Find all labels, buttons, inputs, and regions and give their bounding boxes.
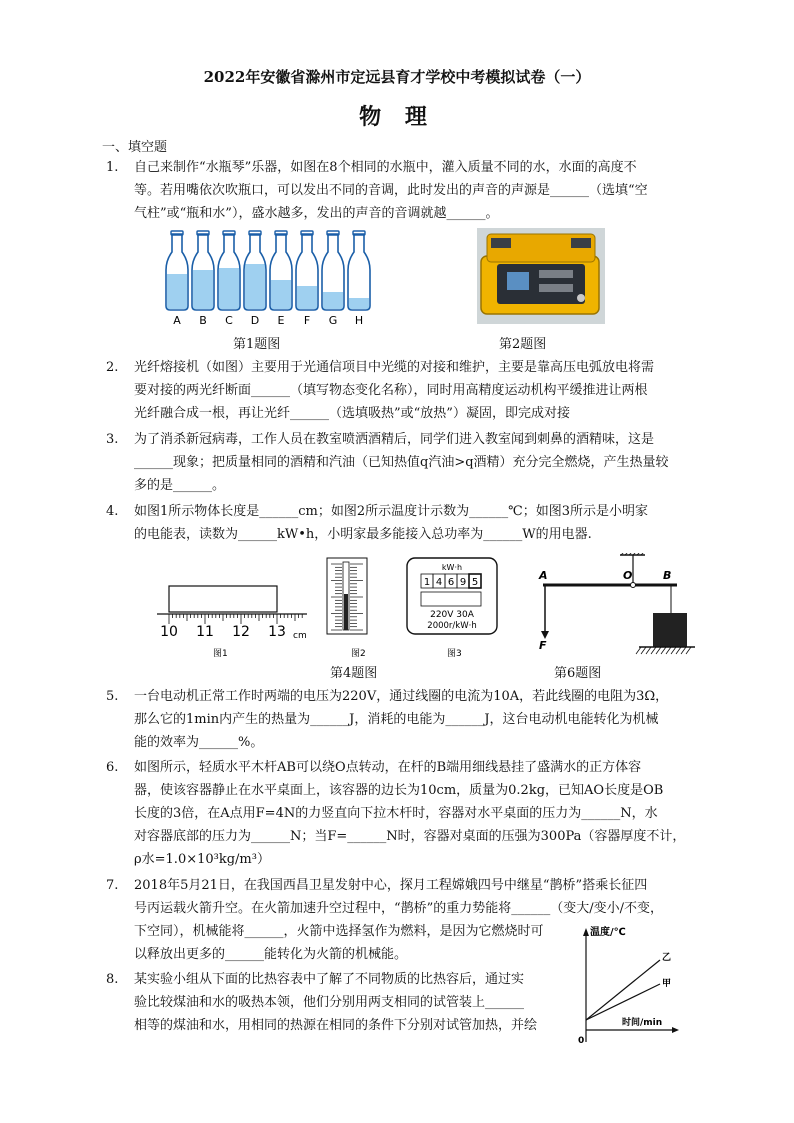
- bottle-neck-ring: [353, 231, 365, 235]
- exam-title: 2022年安徽省滁州市定远县育才学校中考模拟试卷（一）: [203, 68, 591, 86]
- question-line: 为了消杀新冠病毒，工作人员在教室喷洒酒精后，同学们进入教室闻到刺鼻的酒精味，这是: [134, 432, 655, 447]
- water-fill: [323, 292, 343, 309]
- question-number: 8.: [106, 972, 119, 987]
- hatch-line: [636, 647, 641, 654]
- bottle: [270, 231, 292, 310]
- question-line: 等。若用嘴依次吹瓶口，可以发出不同的音调，此时发出的声音的声源是______（选填“空: [134, 183, 648, 198]
- meter-digit: 1: [423, 577, 431, 588]
- bottle-letter: H: [354, 314, 364, 327]
- meter-digit: 4: [435, 577, 443, 588]
- question-line: 光纤融合成一根，再让光纤______（选填吸热”或“放热”）凝固，即完成对接: [134, 406, 570, 421]
- hatch-line: [681, 647, 686, 654]
- ruler-label: 12: [232, 624, 250, 640]
- hatch-line: [686, 647, 691, 654]
- clamp-icon: [539, 270, 573, 278]
- label-b: B: [663, 569, 672, 582]
- question-line: ______现象；把质量相同的酒精和汽油（已知热值q汽油>q酒精）充分完全燃烧，产生热量较: [134, 455, 669, 470]
- bottle: [296, 231, 318, 310]
- table-hatch: [636, 647, 691, 654]
- section-heading: 一、填空题: [102, 140, 168, 155]
- ruler-label: 11: [196, 624, 214, 640]
- graph-line-yi-label: 乙: [662, 953, 672, 963]
- screen-icon: [507, 272, 529, 290]
- graph-xlabel: 时间/min: [622, 1018, 663, 1028]
- question-line: 多的是______。: [134, 478, 226, 493]
- fig-label-1: 图1: [213, 649, 228, 659]
- cube-container: [653, 613, 687, 647]
- question-line: 一台电动机正常工作时两端的电压为220V，通过线圈的电流为10A，若此线圈的电阻为3Ω，: [134, 689, 669, 704]
- bottle: [218, 231, 240, 310]
- bottle-letters: [173, 314, 363, 327]
- question-line: 那么它的1min内产生的热量为______J，消耗的电能为______J，这台电动机电能转化为机械: [134, 712, 659, 727]
- graph-ylabel: 温度/℃: [590, 927, 626, 938]
- water-fill: [297, 286, 317, 309]
- ruler-label: 10: [160, 624, 178, 640]
- question-number: 5.: [106, 689, 119, 704]
- fig1-caption: 第1题图: [233, 337, 281, 352]
- question-line: 能的效率为______%。: [134, 735, 264, 750]
- bottle-neck-ring: [249, 231, 261, 235]
- hatch-line: [666, 647, 671, 654]
- fig2-caption: 第2题图: [499, 337, 547, 352]
- temperature-time-graph: [574, 922, 680, 1048]
- hatch-line: [656, 647, 661, 654]
- bottle: [348, 231, 370, 310]
- bottle-neck-ring: [171, 231, 183, 235]
- label-o: O: [623, 569, 633, 582]
- question-line: 某实验小组从下面的比热容表中了解了不同物质的比热容后，通过实: [134, 972, 525, 987]
- label-f: F: [539, 639, 547, 652]
- lever-figure: [535, 553, 695, 659]
- arrow-head-icon: [541, 631, 549, 639]
- question-line: 要对接的两光纤断面______（填写物态变化名称），同时用高精度运动机构平缓推进让两根: [134, 383, 648, 398]
- question-line: 长度的3倍，在A点用F=4N的力竖直向下拉木杆时，容器对水平桌面的压力为______N，水: [134, 806, 658, 821]
- water-fill: [193, 270, 213, 309]
- y-axis-arrow-icon: [583, 928, 589, 936]
- question-number: 7.: [106, 878, 119, 893]
- bottle-neck-ring: [301, 231, 313, 235]
- latch-icon: [571, 238, 591, 248]
- bottles-figure: [158, 230, 373, 330]
- hatch-line: [671, 647, 676, 654]
- bottle-neck-ring: [275, 231, 287, 235]
- graph-line-jia-label: 甲: [662, 979, 672, 989]
- water-fill: [167, 274, 187, 309]
- question-number: 2.: [106, 360, 119, 375]
- hatch-line: [646, 647, 651, 654]
- bottle: [244, 231, 266, 310]
- hatch-line: [676, 647, 681, 654]
- bottle-group: [166, 231, 370, 310]
- measured-block: [169, 586, 277, 612]
- fig-label-2: 图2: [351, 649, 366, 659]
- bottle-letter: B: [199, 314, 207, 327]
- water-fill: [271, 280, 291, 309]
- hatch-line: [661, 647, 666, 654]
- graph-origin: 0: [578, 1036, 585, 1046]
- electric-meter-figure: [405, 556, 500, 660]
- fig4-caption: 第4题图: [330, 666, 378, 681]
- mercury-column: [344, 594, 348, 630]
- thermometer-figure: [323, 556, 373, 660]
- question-line: 的电能表，读数为______kW•h，小明家最多能接入总功率为______W的用电器.: [134, 527, 592, 542]
- x-axis-arrow-icon: [672, 1027, 679, 1033]
- question-line: 下空同），机械能将______，火箭中选择氢作为燃料，是因为它燃烧时可: [134, 924, 544, 939]
- bottle-letter: C: [225, 314, 233, 327]
- question-line: 气柱”或“瓶和水”），盛水越多，发出的声音的音调就越______。: [134, 206, 499, 221]
- water-fill: [245, 264, 265, 309]
- question-line: 自己来制作“水瓶琴”乐器，如图在8个相同的水瓶中，灌入质量不同的水，水面的高度不: [134, 160, 637, 175]
- meter-unit-label: kW·h: [441, 563, 463, 572]
- ruler-label: 13: [268, 624, 286, 640]
- meter-digits: [421, 574, 481, 588]
- bottle: [166, 231, 188, 310]
- latch-icon: [491, 238, 511, 248]
- question-line: ρ水=1.0×10³kg/m³）: [134, 852, 270, 867]
- bottle: [192, 231, 214, 310]
- question-line: 光纤熔接机（如图）主要用于光通信项目中光缆的对接和维护，主要是靠高压电弧放电将需: [134, 360, 655, 375]
- clamp-icon: [539, 284, 573, 292]
- question-number: 1.: [106, 160, 119, 175]
- fig6-caption: 第6题图: [554, 666, 602, 681]
- pivot-point: [631, 583, 636, 588]
- ruler-unit: cm: [293, 631, 307, 641]
- question-number: 4.: [106, 504, 119, 519]
- question-line: 对容器底部的压力为______N；当F=______N时，容器对桌面的压强为300Pa（容器厚度不计，: [134, 829, 686, 844]
- water-fill: [349, 298, 369, 309]
- question-line: 验比较煤油和水的吸热本领，他们分别用两支相同的试管装上______: [134, 995, 525, 1010]
- fig-label-3: 图3: [447, 649, 462, 659]
- ruler-figure: [155, 552, 310, 662]
- bottle-letter: F: [303, 314, 311, 327]
- question-line: 号丙运载火箭升空。在火箭加速升空过程中，“鹊桥”的重力势能将______（变大/变小/不变，: [134, 901, 664, 916]
- hatch-line: [651, 647, 656, 654]
- bottle-neck-ring: [223, 231, 235, 235]
- knob-icon: [577, 294, 585, 302]
- subject-title: 物 理: [359, 104, 435, 130]
- ruler-ticks: [169, 614, 302, 624]
- meter-digit: 5: [471, 577, 479, 588]
- fusion-splicer-photo: [477, 228, 605, 324]
- hatch-line: [641, 647, 646, 654]
- bottle-letter: A: [173, 314, 181, 327]
- bottle: [322, 231, 344, 310]
- bottle-letter: G: [328, 314, 338, 327]
- question-line: 以释放出更多的______能转化为火箭的机械能。: [134, 947, 408, 962]
- bottle-letter: E: [277, 314, 285, 327]
- label-a: A: [539, 569, 548, 582]
- question-number: 3.: [106, 432, 119, 447]
- question-line: 2018年5月21日，在我国西昌卫星发射中心，探月工程嫦娥四号中继星“鹊桥”搭乘长征四: [134, 878, 648, 893]
- meter-spec: 220V 30A: [430, 610, 474, 620]
- question-line: 如图所示，轻质水平木杆AB可以绕O点转动，在杆的B端用细线悬挂了盛满水的正方体容: [134, 760, 642, 775]
- water-fill: [219, 268, 239, 309]
- meter-digit: 6: [447, 577, 455, 588]
- question-number: 6.: [106, 760, 119, 775]
- meter-digit: 9: [459, 577, 467, 588]
- question-line: 器，使该容器静止在水平桌面上，该容器的边长为10cm，质量为0.2kg，已知AO长度是OB: [134, 783, 664, 798]
- meter-rate: 2000r/kW·h: [427, 621, 477, 631]
- bottle-letter: D: [250, 314, 260, 327]
- bottle-neck-ring: [327, 231, 339, 235]
- bottle-neck-ring: [197, 231, 209, 235]
- question-line: 相等的煤油和水，用相同的热源在相同的条件下分别对试管加热，并绘: [134, 1018, 538, 1033]
- question-line: 如图1所示物体长度是______cm；如图2所示温度计示数为______℃；如图3所示是小明家: [134, 504, 648, 519]
